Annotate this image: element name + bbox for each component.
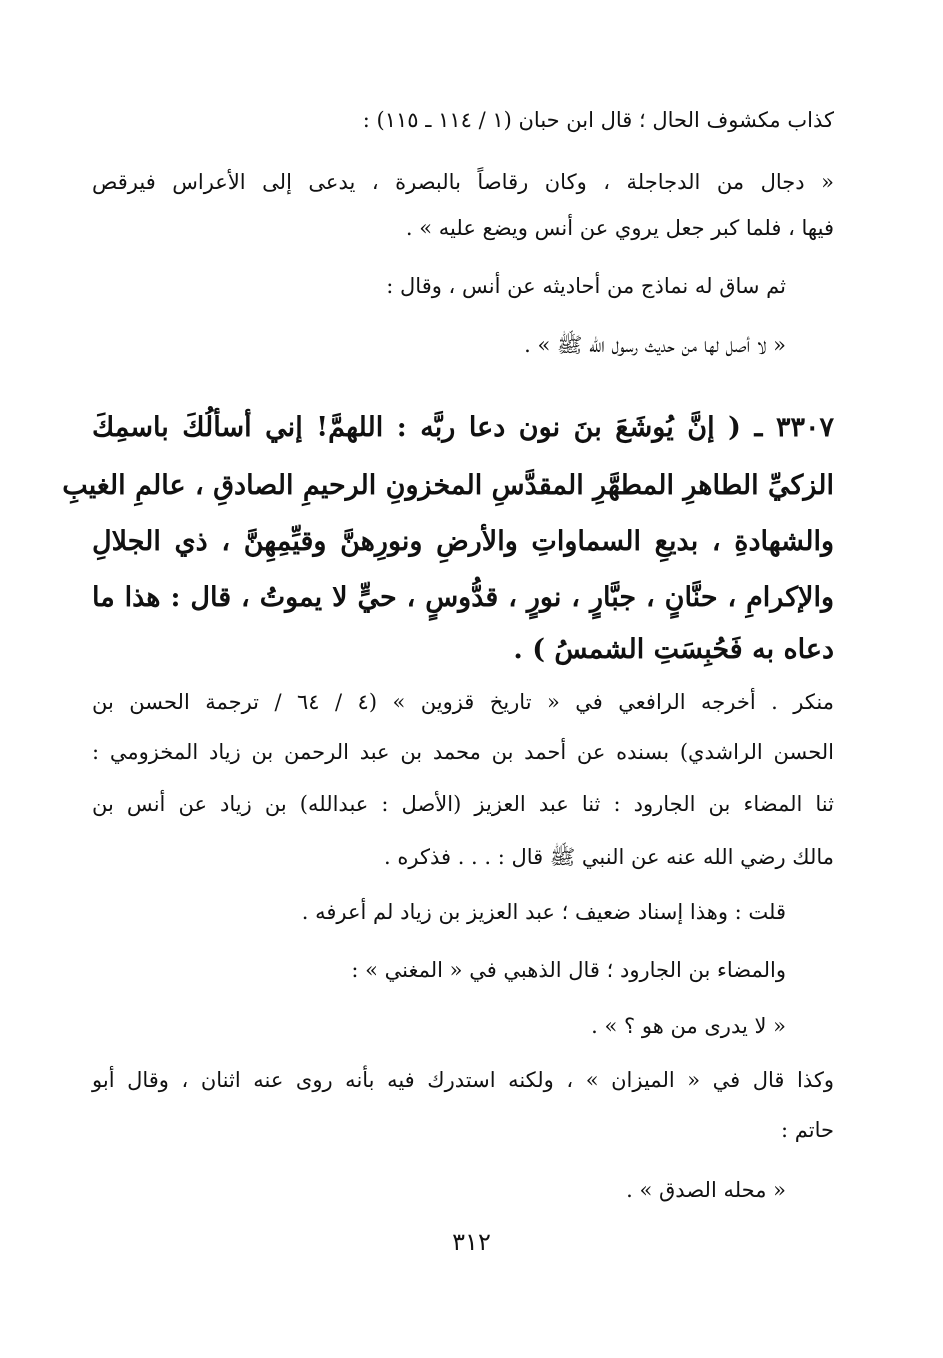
commentary-line-3: ثنا المضاء بن الجارود : ثنا عبد العزيز (الأصل : عبدالله) بن زياد عن أنس بن <box>92 792 834 816</box>
commentary-line-6: والمضاء بن الجارود ؛ قال الذهبي في « المغني » : <box>351 958 786 982</box>
page-number: ٣١٢ <box>452 1228 491 1256</box>
commentary-line-7: « لا يدرى من هو ؟ » . <box>591 1014 786 1038</box>
hadith-line-1: ٣٣٠٧ ـ ( إنَّ يُوشَعَ بنَ نون دعا ربَّه : اللهمَّ! إني أسألُكَ باسمِكَ <box>92 412 834 443</box>
commentary-line-8: وكذا قال في « الميزان » ، ولكنه استدرك فيه بأنه روى عنه اثنان ، وقال أبو <box>92 1068 834 1092</box>
hadith-line-5: دعاه به فَحُبِسَتِ الشمسُ ) . <box>513 634 834 665</box>
commentary-line-4: مالك رضي الله عنه عن النبي ﷺ قال : . . . فذكره . <box>384 845 834 869</box>
commentary-line-9: حاتم : <box>781 1118 834 1142</box>
commentary-line-10: « محله الصدق » . <box>626 1178 786 1202</box>
hadith-line-2: الزكيِّ الطاهرِ المطهَّرِ المقدَّسِ المخزونِ الرحيمِ الصادقِ ، عالمِ الغيبِ <box>62 470 834 501</box>
hadith-line-4: والإكرامِ ، حنَّانٍ ، جبَّارٍ ، نورٍ ، قدُّوسٍ ، حيٍّ لا يموتُ ، قال : هذا ما <box>92 582 834 613</box>
intro-line-3: فيها ، فلما كبر جعل يروي عن أنس ويضع عليه » . <box>405 216 834 240</box>
intro-line-5: « لا أصل لها من حديث رسول الله ﷺ » . <box>524 333 786 357</box>
intro-line-4: ثم ساق له نماذج من أحاديثه عن أنس ، وقال : <box>386 274 786 298</box>
intro-line-2: « دجال من الدجاجلة ، وكان رقاصاً بالبصرة ، يدعى إلى الأعراس فيرقص <box>92 170 834 194</box>
commentary-line-5: قلت : وهذا إسناد ضعيف ؛ عبد العزيز بن زياد لم أعرفه . <box>301 900 786 924</box>
commentary-line-2: الحسن الراشدي) بسنده عن أحمد بن محمد بن عبد الرحمن بن زياد المخزومي : <box>92 740 834 764</box>
hadith-line-3: والشهادةِ ، بديعِ السماواتِ والأرضِ ونورِهنَّ وقيِّمِهِنَّ ، ذي الجلالِ <box>92 526 834 557</box>
commentary-line-1: منكر . أخرجه الرافعي في « تاريخ قزوين » (٤ / ٦٤ / ترجمة الحسن بن <box>92 690 834 714</box>
intro-line-1: كذاب مكشوف الحال ؛ قال ابن حبان (١ / ١١٤ ـ ١١٥) : <box>362 108 834 132</box>
